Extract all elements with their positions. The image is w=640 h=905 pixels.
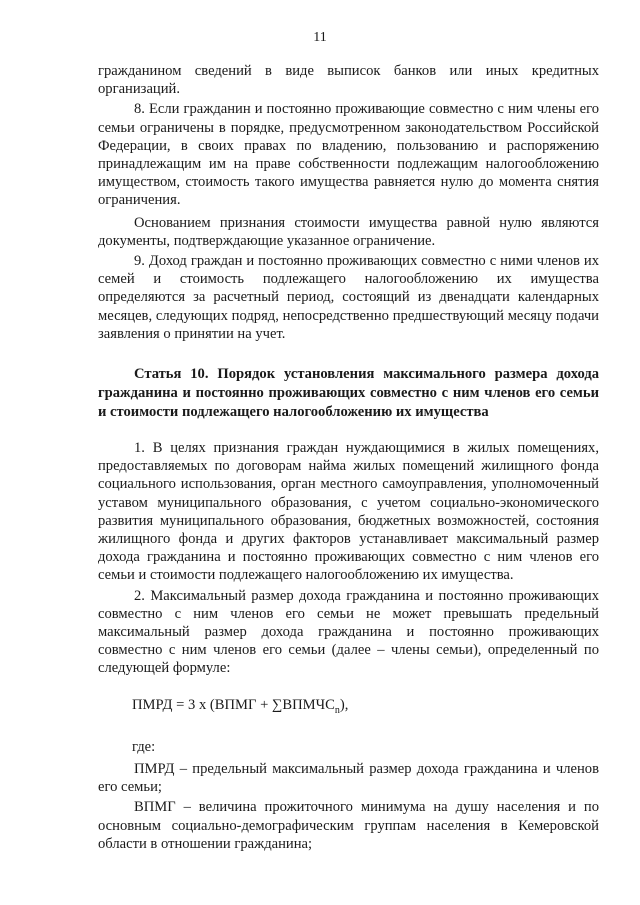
where-label: где:: [132, 738, 156, 755]
definition-vpmg: ВПМГ – величина прожиточного минимума на душу населения и по основным социально-демографическим группам населения в Кемеровской области в отношении гражданина;: [98, 799, 599, 852]
paragraph-8-basis: Основанием признания стоимости имущества равной нулю являются документы, подтверждающие указанное ограничение.: [98, 214, 599, 249]
paragraph-organizations: гражданином сведений в виде выписок банков или иных кредитных организаций.: [98, 63, 599, 98]
article-10-clause-1: 1. В целях признания граждан нуждающимися в жилых помещениях, предоставляемых по договорам найма жилых помещений жилищного фонда социального использования, орган местного самоуправления, уполномоченный уставом муниципального образования, с учетом социально-экономического развития муниципального образования, бюджетных возможностей, состояния жилищного фонда и других факторов устанавливает максимальный размер дохода гражданина и постоянно проживающих совместно с ним членов его семьи и стоимости подлежащего налогообложению их имущества.: [98, 440, 599, 584]
article-10-heading: Статья 10. Порядок установления максимального размера дохода гражданина и постоянно проживающих совместно с ним членов его семьи и стоимости подлежащего налогообложению их имущества: [98, 366, 599, 421]
article-10-clause-2: 2. Максимальный размер дохода гражданина и постоянно проживающих совместно с ним членов его семьи не может превышать предельный максимальный размер дохода гражданина и постоянно проживающих совместно с ним членов его семьи (далее – члены семьи), определенный по следующей формуле:: [98, 587, 599, 677]
formula-main: ПМРД = 3 х (ВПМГ + ∑ВПМЧС: [132, 696, 335, 713]
paragraph-8: 8. Если гражданин и постоянно проживающие совместно с ним члены его семьи ограничены в порядке, предусмотренном законодательством Российской Федерации, в своих правах по владению, пользованию и распоряжению принадлежащим им на праве собственности подлежащим налогообложению имуществом, стоимость такого имущества равняется нулю до момента снятия ограничения.: [98, 101, 599, 209]
paragraph-9: 9. Доход граждан и постоянно проживающих совместно с ними членов их семей и стоимость подлежащего налогообложению их имущества определяются за расчетный период, состоящий из двенадцати календарных месяцев, следующих подряд, непосредственно предшествующий месяцу подачи заявления о принятии на учет.: [98, 253, 599, 342]
formula: [98, 696, 599, 720]
document-body: [98, 62, 599, 853]
page-number: 11: [313, 30, 327, 45]
formula-subscript: n: [334, 704, 340, 716]
definition-pmrd: ПМРД – предельный максимальный размер дохода гражданина и членов его семьи;: [98, 761, 599, 796]
formula-tail: ),: [339, 696, 349, 713]
